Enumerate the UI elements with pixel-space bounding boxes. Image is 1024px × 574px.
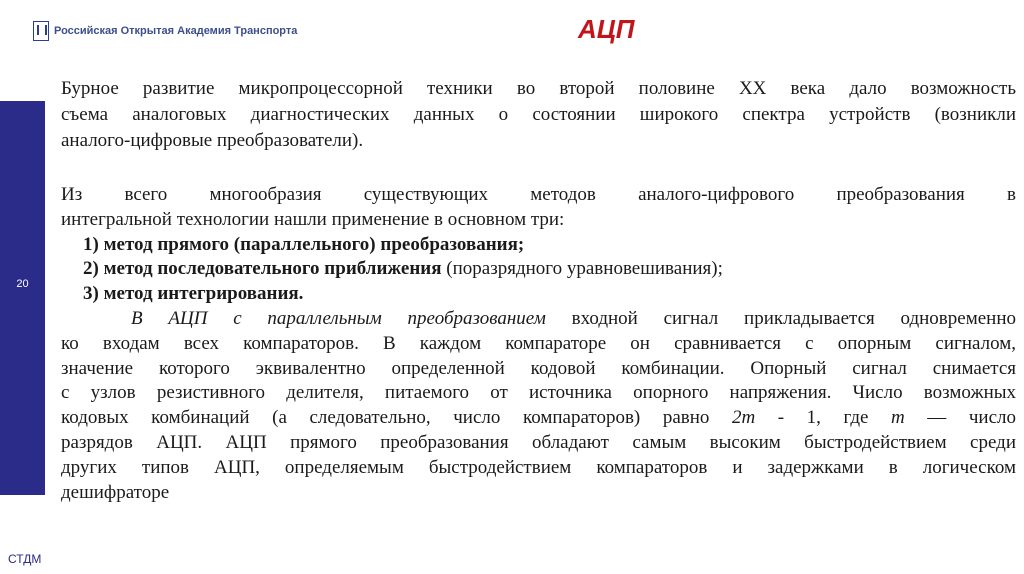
formula-variable: m	[891, 407, 905, 429]
method-item-label: 3) метод интегрирования.	[83, 283, 304, 305]
body-text: — число	[904, 407, 1017, 429]
academy-emblem-icon	[33, 21, 49, 41]
body-italic-phrase: В АЦП с параллельным преобразованием	[131, 307, 546, 329]
body-line: дешифраторе	[61, 481, 170, 503]
body-text: кодовых комбинаций (а следовательно, число компараторов) равно	[61, 407, 732, 429]
page-number: 20	[16, 278, 29, 290]
slide-title: АЦП	[578, 14, 635, 44]
body-line	[61, 406, 1016, 431]
sidebar-bar	[0, 101, 45, 495]
method-item	[61, 257, 1016, 282]
method-item-label: 1) метод прямого (параллельного) преобразования;	[83, 233, 525, 255]
body-text: - 1, где	[755, 407, 891, 429]
body-text: входной сигнал прикладывается одновременно	[545, 307, 1017, 329]
intro-line: аналого-цифровые преобразователи).	[61, 130, 364, 151]
method-item-note: (поразрядного уравновешивания);	[441, 258, 723, 280]
body-line: ко входам всех компараторов. В каждом компараторе он сравнивается с опорным сигналом,	[61, 332, 1016, 354]
method-item-label: 2) метод последовательного приближения	[83, 258, 442, 280]
intro-line: съема аналоговых диагностических данных о состоянии широкого спектра устройств (возникли	[61, 104, 1016, 125]
methods-lead-line: Из всего многообразия существующих методов аналого-цифрового преобразования в	[61, 184, 1016, 205]
intro-line: Бурное развитие микропроцессорной техники во второй половине XX века дало возможность	[61, 78, 1016, 99]
method-item	[61, 233, 1016, 258]
methods-paragraph	[61, 183, 1016, 505]
methods-lead-line: интегральной технологии нашли применение в основном три:	[61, 208, 565, 230]
body-line: других типов АЦП, определяемым быстродействием компараторов и задержками в логическом	[61, 456, 1016, 478]
body-line: разрядов АЦП. АЦП прямого преобразования обладают самым высоким быстродействием среди	[61, 431, 1016, 453]
body-line	[61, 307, 1016, 332]
body-line: с узлов резистивного делителя, питаемого от источника опорного напряжения. Число возможных	[61, 382, 1016, 404]
org-logo	[33, 20, 297, 42]
intro-paragraph	[61, 76, 1016, 154]
footer-label: СТДМ	[8, 552, 42, 566]
method-item	[61, 282, 1016, 307]
formula: 2m	[731, 407, 756, 429]
body-line: значение которого эквивалентно определенной кодовой комбинации. Опорный сигнал снимается	[61, 357, 1016, 379]
org-name: Российская Открытая Академия Транспорта	[54, 25, 298, 37]
